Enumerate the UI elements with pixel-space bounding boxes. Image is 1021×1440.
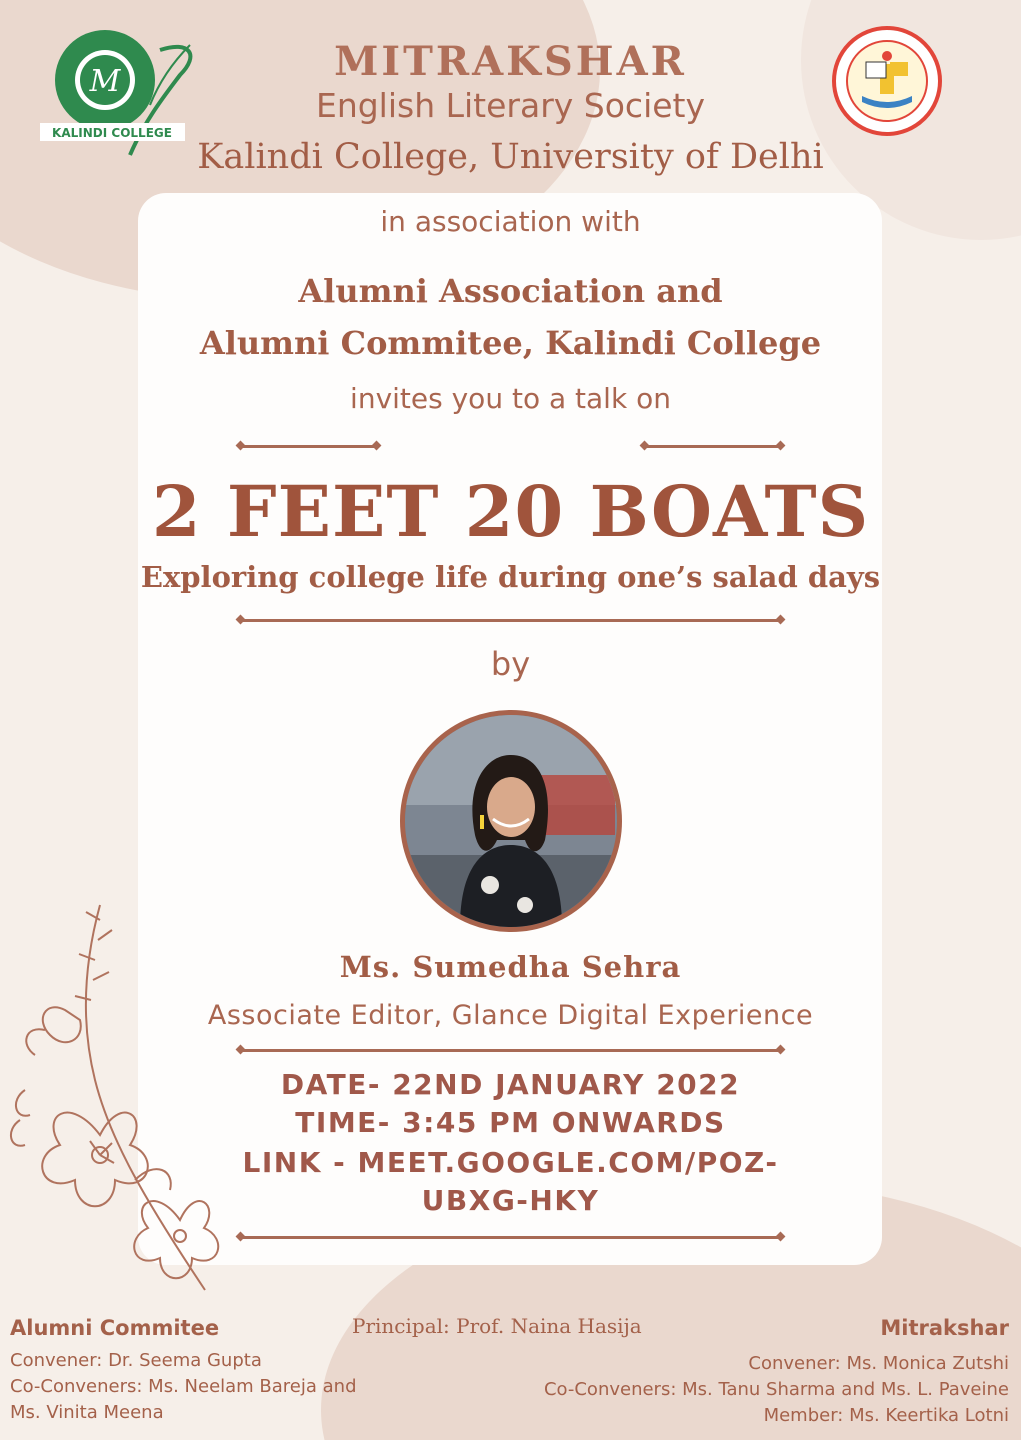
mitrakshar-member: Member: Ms. Keertika Lotni: [763, 1405, 1009, 1426]
partner-line-1: Alumni Association and: [298, 272, 723, 310]
mitrakshar-co-conveners: Co-Conveners: Ms. Tanu Sharma and Ms. L. Paveine: [543, 1379, 1009, 1400]
by-line: by: [490, 645, 531, 683]
divider-after-role: [240, 1049, 781, 1052]
event-time: TIME- 3:45 PM ONWARDS: [295, 1106, 726, 1139]
divider-right: [644, 445, 781, 448]
floral-decoration-icon: [5, 900, 255, 1300]
divider-after-link: [240, 1236, 781, 1239]
logo-banner-text: KALINDI COLLEGE: [52, 126, 172, 140]
mitrakshar-convener: Convener: Ms. Monica Zutshi: [748, 1353, 1009, 1374]
talk-subtitle: Exploring college life during one’s salad days: [140, 560, 881, 594]
svg-text:M: M: [89, 64, 121, 99]
principal-line: Principal: Prof. Naina Hasija: [352, 1314, 642, 1338]
divider-after-subtitle: [240, 619, 781, 622]
divider-left: [240, 445, 377, 448]
speaker-portrait-photo: [400, 710, 622, 932]
event-link-line-2[interactable]: UBXG-HKY: [421, 1184, 600, 1217]
event-link-line-1[interactable]: LINK - MEET.GOOGLE.COM/POZ-: [242, 1146, 779, 1179]
alumni-co-conveners-2: Ms. Vinita Meena: [10, 1402, 164, 1423]
alumni-co-conveners-1: Co-Conveners: Ms. Neelam Bareja and: [10, 1376, 357, 1397]
association-line: in association with: [380, 205, 641, 238]
partner-line-2: Alumni Commitee, Kalindi College: [199, 324, 822, 362]
college-heading: Kalindi College, University of Delhi: [197, 137, 824, 177]
alumni-committee-heading: Alumni Commitee: [10, 1316, 220, 1340]
talk-title: 2 FEET 20 BOATS: [151, 470, 870, 553]
society-heading: English Literary Society: [315, 86, 706, 125]
invites-line: invites you to a talk on: [350, 382, 671, 415]
event-date: DATE- 22ND JANUARY 2022: [280, 1068, 741, 1101]
mitrakshar-heading: Mitrakshar: [880, 1316, 1009, 1340]
alumni-convener: Convener: Dr. Seema Gupta: [10, 1350, 262, 1371]
org-name-heading: MITRAKSHAR: [334, 38, 687, 85]
speaker-role: Associate Editor, Glance Digital Experience: [207, 1000, 814, 1031]
speaker-name: Ms. Sumedha Sehra: [339, 950, 682, 984]
